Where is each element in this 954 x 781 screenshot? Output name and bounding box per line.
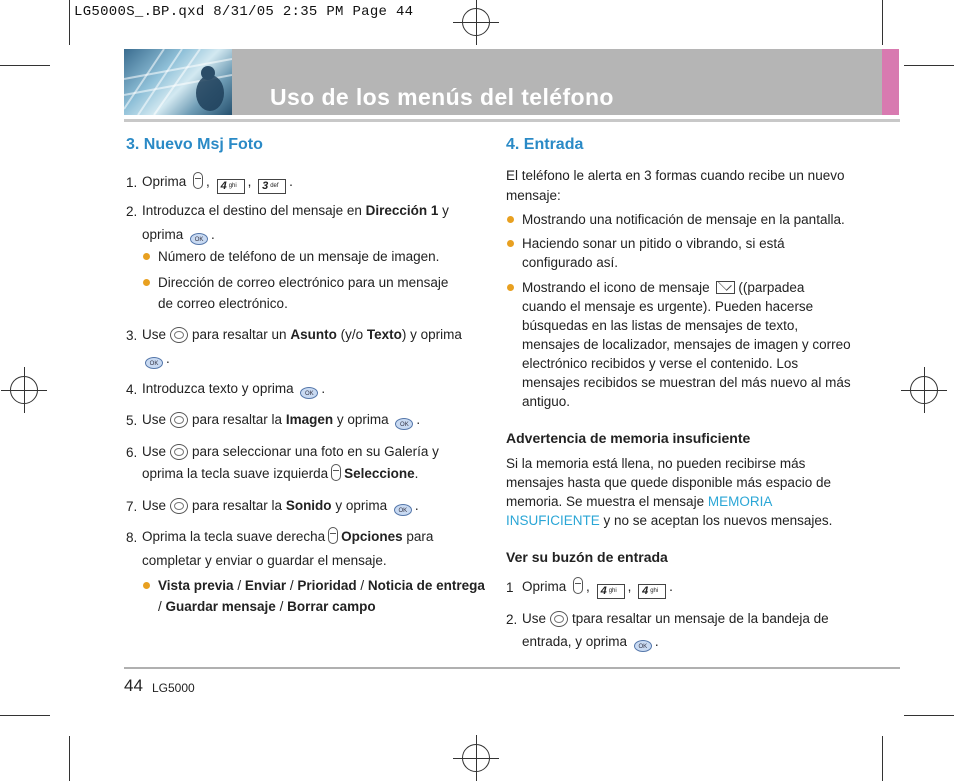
nav-key-icon xyxy=(550,611,568,627)
soft-key-icon xyxy=(328,527,338,544)
bullet-text: búsquedas en las listas de mensajes de texto, xyxy=(522,318,799,333)
memoria-message: MEMORIA xyxy=(707,494,773,509)
inbox-step-2-line-2: entrada, y oprima OK . xyxy=(522,634,659,650)
bullet-icon xyxy=(143,279,150,286)
paragraph-text: Si la memoria está llena, no pueden recibirse más xyxy=(506,456,806,471)
key-4-icon: 4 ghi xyxy=(597,584,625,599)
bullet-text: electrónico recibidos y verse el contenido. Los xyxy=(522,356,799,371)
paragraph-text: memoria. Se muestra el mensaje MEMORIA xyxy=(506,494,773,509)
crop-mark xyxy=(69,736,70,781)
ok-key-icon: OK xyxy=(300,387,318,399)
step-number: 4. xyxy=(126,382,138,397)
bullet-icon xyxy=(507,216,514,223)
bullet-text: Mostrando una notificación de mensaje en la pantalla. xyxy=(522,212,845,227)
nav-key-icon xyxy=(170,444,188,460)
ok-key-icon: OK xyxy=(145,357,163,369)
step-2-line-1: Introduzca el destino del mensaje en Dirección 1 y xyxy=(142,203,449,218)
step-number: 1 xyxy=(506,580,514,595)
crop-mark xyxy=(69,0,70,45)
key-3-icon: 3 def xyxy=(258,179,286,194)
memoria-message: INSUFICIENTE xyxy=(506,513,600,528)
subheading-memoria: Advertencia de memoria insuficiente xyxy=(506,430,751,446)
step-6-line-2: oprima la tecla suave izquierda Seleccione. xyxy=(142,466,419,481)
header-accent xyxy=(882,49,899,115)
bullet-text: Mostrando el icono de mensaje ((parpadea xyxy=(522,280,805,295)
registration-mark-icon xyxy=(10,376,38,404)
header-photo-art xyxy=(124,49,232,115)
page-title: Uso de los menús del teléfono xyxy=(270,84,614,110)
print-slug: LG5000S_.BP.qxd 8/31/05 2:35 PM Page 44 xyxy=(74,4,414,20)
crop-mark xyxy=(0,65,50,66)
bullet-text: mensajes recibidos se muestran del más nuevo al más xyxy=(522,375,851,390)
key-4-icon: 4 ghi xyxy=(217,179,245,194)
step-number: 3. xyxy=(126,328,138,343)
options-line-2: / Guardar mensaje / Borrar campo xyxy=(158,599,376,614)
step-5: Use para resaltar la Imagen y oprima OK . xyxy=(142,412,421,428)
bullet-text: Número de teléfono de un mensaje de imagen. xyxy=(158,249,440,264)
step-number: 6. xyxy=(126,445,138,460)
section-title-nuevo-msj-foto: 3. Nuevo Msj Foto xyxy=(126,136,263,153)
crop-mark xyxy=(882,736,883,781)
ok-key-icon: OK xyxy=(190,233,208,245)
step-3-line-2: OK . xyxy=(142,349,170,369)
step-number: 8. xyxy=(126,530,138,545)
crop-mark xyxy=(0,715,50,716)
nav-key-icon xyxy=(170,498,188,514)
soft-key-icon xyxy=(331,464,341,481)
step-1: Oprima , 4 ghi , 3 def . xyxy=(142,174,293,192)
registration-mark-icon xyxy=(462,744,490,772)
intro-text: El teléfono le alerta en 3 formas cuando recibe un nuevo xyxy=(506,168,845,183)
registration-mark-icon xyxy=(462,8,490,36)
registration-mark-icon xyxy=(910,376,938,404)
header-divider xyxy=(124,119,900,122)
soft-key-icon xyxy=(573,577,583,594)
bullet-icon xyxy=(507,284,514,291)
bullet-text: antiguo. xyxy=(522,394,571,409)
model-name: LG5000 xyxy=(152,681,195,695)
subheading-buzon: Ver su buzón de entrada xyxy=(506,549,668,565)
step-number: 2. xyxy=(506,612,518,627)
intro-text: mensaje: xyxy=(506,188,561,203)
ok-key-icon: OK xyxy=(394,504,412,516)
soft-key-icon xyxy=(193,172,203,189)
step-2-line-2: oprima OK . xyxy=(142,227,215,243)
options-line-1: Vista previa / Enviar / Prioridad / Noticia de entrega xyxy=(158,578,485,593)
inbox-step-1: Oprima , 4 ghi , 4 ghi . xyxy=(522,579,673,597)
envelope-icon xyxy=(716,281,735,294)
step-6-line-1: Use para seleccionar una foto en su Galería y xyxy=(142,444,439,459)
step-8-line-2: completar y enviar o guardar el mensaje. xyxy=(142,553,387,568)
key-4-icon: 4 ghi xyxy=(638,584,666,599)
nav-key-icon xyxy=(170,327,188,343)
nav-key-icon xyxy=(170,412,188,428)
header-photo xyxy=(124,49,232,115)
crop-mark xyxy=(904,65,954,66)
step-8-line-1: Oprima la tecla suave derecha Opciones para xyxy=(142,529,434,544)
bullet-text: cuando el mensaje es urgente). Pueden hacerse xyxy=(522,299,814,314)
bullet-icon xyxy=(143,253,150,260)
paragraph-text: INSUFICIENTE y no se aceptan los nuevos mensajes. xyxy=(506,513,833,528)
step-4: Introduzca texto y oprima OK . xyxy=(142,381,326,397)
ok-key-icon: OK xyxy=(634,640,652,652)
bullet-text: Haciendo sonar un pitido o vibrando, si está xyxy=(522,236,785,251)
step-number: 1. xyxy=(126,175,138,190)
bullet-text: de correo electrónico. xyxy=(158,296,288,311)
bullet-text: mensajes de localizador, mensajes de imagen y correo xyxy=(522,337,851,352)
step-7: Use para resaltar la Sonido y oprima OK . xyxy=(142,498,419,514)
step-number: 5. xyxy=(126,413,138,428)
page-number: 44 xyxy=(124,676,143,695)
inbox-step-2-line-1: Use tpara resaltar un mensaje de la bandeja de xyxy=(522,611,829,626)
step-number: 2. xyxy=(126,204,138,219)
crop-mark xyxy=(882,0,883,45)
ok-key-icon: OK xyxy=(395,418,413,430)
crop-mark xyxy=(904,715,954,716)
section-title-entrada: 4. Entrada xyxy=(506,136,584,153)
step-3-line-1: Use para resaltar un Asunto (y/o Texto) y oprima xyxy=(142,327,462,342)
bullet-icon xyxy=(143,582,150,589)
bullet-text: configurado así. xyxy=(522,255,619,270)
paragraph-text: mensajes hasta que quede disponible más espacio de xyxy=(506,475,831,490)
step-number: 7. xyxy=(126,499,138,514)
bullet-icon xyxy=(507,240,514,247)
footer-divider xyxy=(124,667,900,669)
bullet-text: Dirección de correo electrónico para un mensaje xyxy=(158,275,449,290)
